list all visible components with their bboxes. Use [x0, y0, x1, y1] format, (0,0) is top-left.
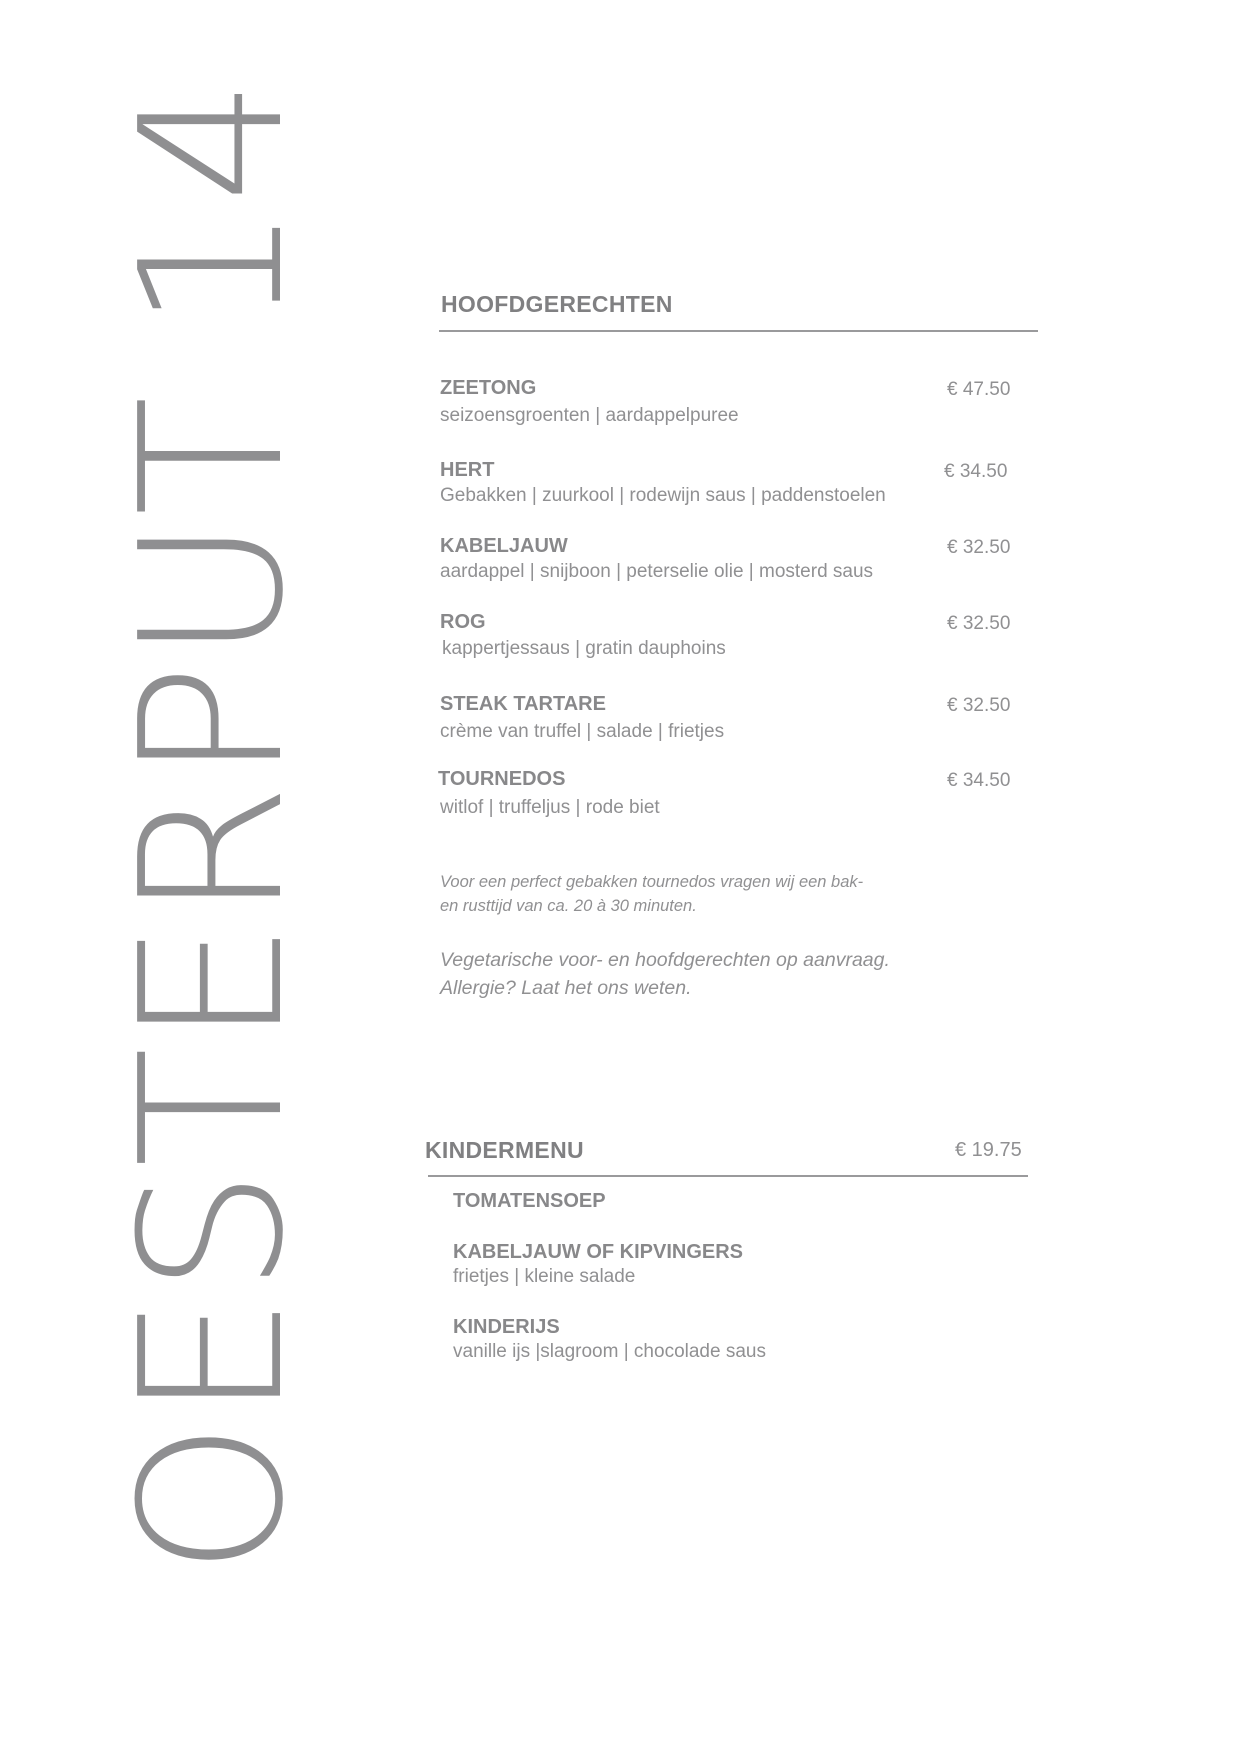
dish-price-rog: € 32.50 — [947, 613, 1011, 634]
dietary-note — [440, 946, 1000, 1002]
main-courses-divider — [439, 330, 1038, 332]
kids-menu-divider — [428, 1175, 1028, 1177]
dish-name-rog: ROG — [440, 611, 486, 633]
dish-desc-tournedos: witlof | truffeljus | rode biet — [440, 797, 660, 818]
kids-dish-desc-kabeljauw-kipvingers: frietjes | kleine salade — [453, 1266, 636, 1287]
kids-dish-desc-kinderijs: vanille ijs |slagroom | chocolade saus — [453, 1341, 766, 1362]
dish-desc-hert: Gebakken | zuurkool | rodewijn saus | paddenstoelen — [440, 485, 886, 506]
tournedos-note-line-1: Voor een perfect gebakken tournedos vragen wij een bak- — [440, 873, 864, 891]
tournedos-note-line-2: en rusttijd van ca. 20 à 30 minuten. — [440, 897, 697, 915]
dish-price-tournedos: € 34.50 — [947, 770, 1011, 791]
dish-desc-rog: kappertjessaus | gratin dauphoins — [442, 638, 726, 659]
main-courses-title: HOOFDGERECHTEN — [441, 291, 673, 317]
dish-price-zeetong: € 47.50 — [947, 379, 1011, 400]
dish-price-kabeljauw: € 32.50 — [947, 537, 1011, 558]
dish-desc-steak-tartare: crème van truffel | salade | frietjes — [440, 721, 725, 742]
kids-dish-name-kinderijs: KINDERIJS — [453, 1316, 560, 1338]
kids-dish-name-kabeljauw-kipvingers: KABELJAUW OF KIPVINGERS — [453, 1241, 744, 1263]
dish-name-kabeljauw: KABELJAUW — [440, 535, 568, 557]
allergy-note: Allergie? Laat het ons weten. — [440, 977, 692, 999]
kids-menu-price: € 19.75 — [955, 1139, 1022, 1161]
brand-name: OESTERPUT 14 — [99, 76, 327, 1576]
dish-name-zeetong: ZEETONG — [440, 377, 537, 399]
vegetarian-note: Vegetarische voor- en hoofdgerechten op aanvraag. — [440, 949, 890, 971]
tournedos-note — [440, 870, 960, 918]
dish-price-steak-tartare: € 32.50 — [947, 695, 1011, 716]
dish-name-tournedos: TOURNEDOS — [438, 768, 566, 790]
dish-desc-zeetong: seizoensgroenten | aardappelpuree — [440, 405, 739, 426]
kids-dish-name-tomatensoep: TOMATENSOEP — [453, 1190, 606, 1212]
kids-menu-title: KINDERMENU — [425, 1137, 584, 1163]
dish-price-hert: € 34.50 — [944, 461, 1008, 482]
dish-name-hert: HERT — [440, 459, 495, 481]
dish-name-steak-tartare: STEAK TARTARE — [440, 693, 606, 715]
dish-desc-kabeljauw: aardappel | snijboon | peterselie olie | mosterd saus — [440, 561, 874, 582]
